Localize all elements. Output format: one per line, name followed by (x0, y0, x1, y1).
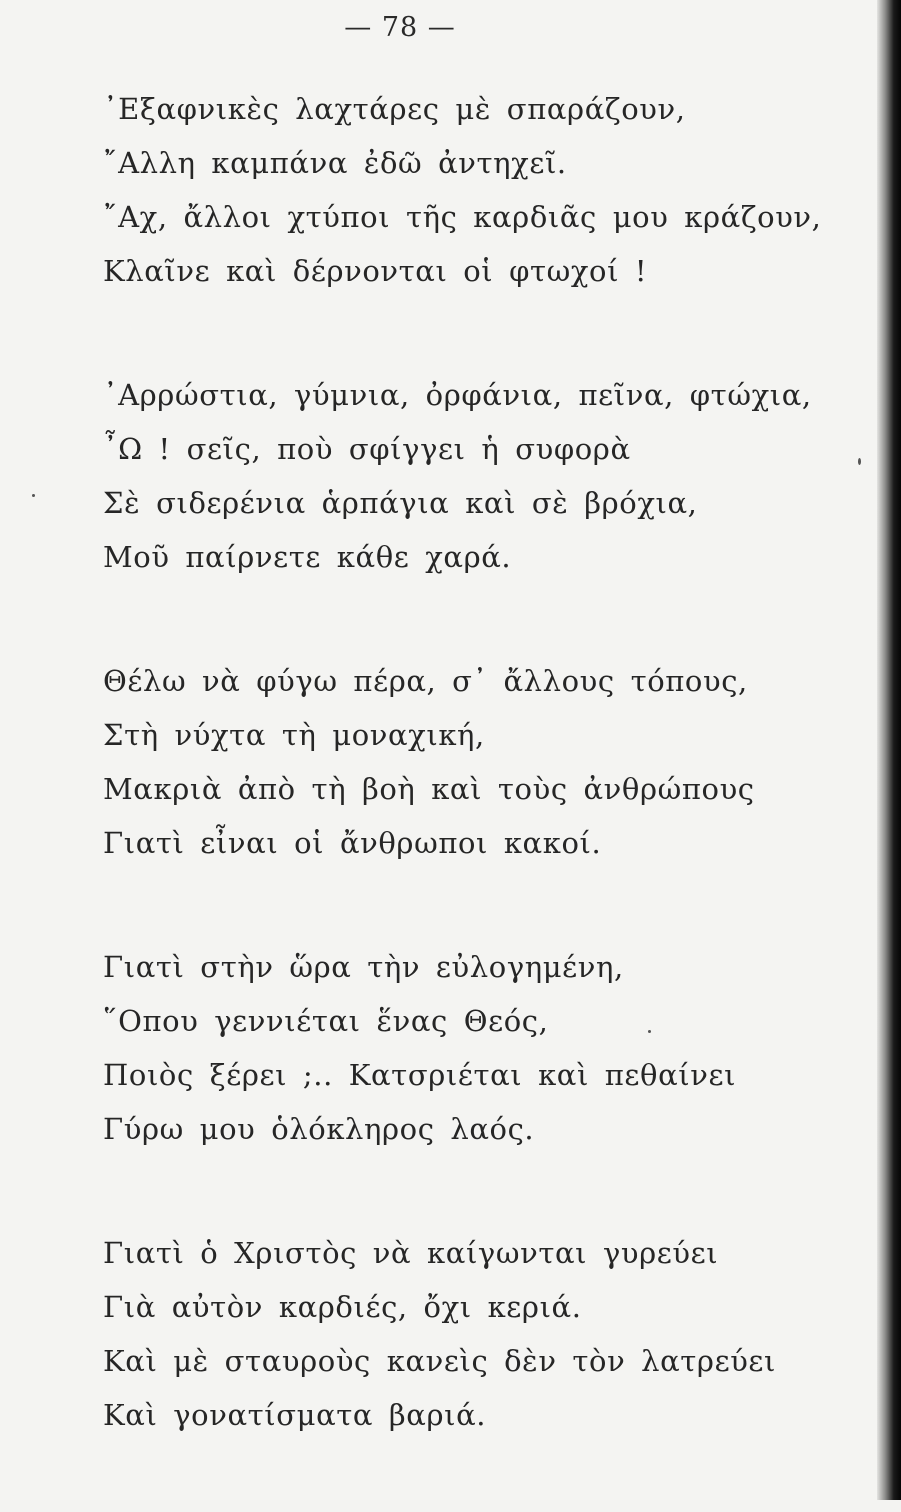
stanza-3 (103, 654, 823, 870)
poem-line: ᾽Αρρώστια, γύμνια, ὀρφάνια, πεῖνα, φτώχια, (103, 378, 812, 412)
stanza-2 (103, 368, 823, 584)
poem-line: Γιὰ αὐτὸν καρδιές, ὄχι κεριά. (103, 1290, 582, 1324)
poem-line: ῎Αλλη καμπάνα ἐδῶ ἀντηχεῖ. (103, 146, 567, 180)
poem-line: ᾽Εξαφνικὲς λαχτάρες μὲ σπαράζουν, (103, 92, 686, 126)
poem-line: Γιατὶ στὴν ὥρα τὴν εὐλογημένη, (103, 950, 624, 984)
book-spine-shadow (877, 0, 901, 1500)
poem-line: ῞Οπου γεννιέται ἕνας Θεός, (103, 1004, 549, 1038)
poem-line: Κλαῖνε καὶ δέρνονται οἱ φτωχοί ! (103, 254, 648, 288)
paper-speck (32, 494, 35, 497)
poem-line: Στὴ νύχτα τὴ μοναχική, (103, 718, 485, 752)
poem-line: Καὶ μὲ σταυροὺς κανεὶς δὲν τὸν λατρεύει (103, 1344, 777, 1378)
poem-line: ῏Ω ! σεῖς, ποὺ σφίγγει ἡ συφορὰ (103, 432, 631, 466)
poem-line: ῎Αχ, ἄλλοι χτύποι τῆς καρδιᾶς μου κράζουν, (103, 200, 822, 234)
paper-speck (648, 1030, 651, 1033)
paper-speck (858, 458, 861, 465)
poem-line: Μακριὰ ἀπὸ τὴ βοὴ καὶ τοὺς ἀνθρώπους (103, 772, 755, 806)
poem-line: Ποιὸς ξέρει ;.. Κατσριέται καὶ πεθαίνει (103, 1058, 737, 1092)
poem-line: Γύρω μου ὁλόκληρος λαός. (103, 1112, 535, 1146)
stanza-1 (103, 82, 823, 298)
poem-line: Γιατὶ ὁ Χριστὸς νὰ καίγωνται γυρεύει (103, 1236, 719, 1270)
poem-line: Μοῦ παίρνετε κάθε χαρά. (103, 540, 512, 574)
poem-line: Σὲ σιδερένια ἁρπάγια καὶ σὲ βρόχια, (103, 486, 698, 520)
poem-line: Γιατὶ εἶναι οἱ ἄνθρωποι κακοί. (103, 826, 602, 860)
poem-line: Θέλω νὰ φύγω πέρα, σ᾽ ἄλλους τόπους, (103, 664, 748, 698)
poem-line: Καὶ γονατίσματα βαριά. (103, 1398, 487, 1432)
page-number: — 78 — (344, 12, 456, 43)
stanza-5 (103, 1226, 823, 1442)
poem (103, 82, 823, 1512)
stanza-4 (103, 940, 823, 1156)
